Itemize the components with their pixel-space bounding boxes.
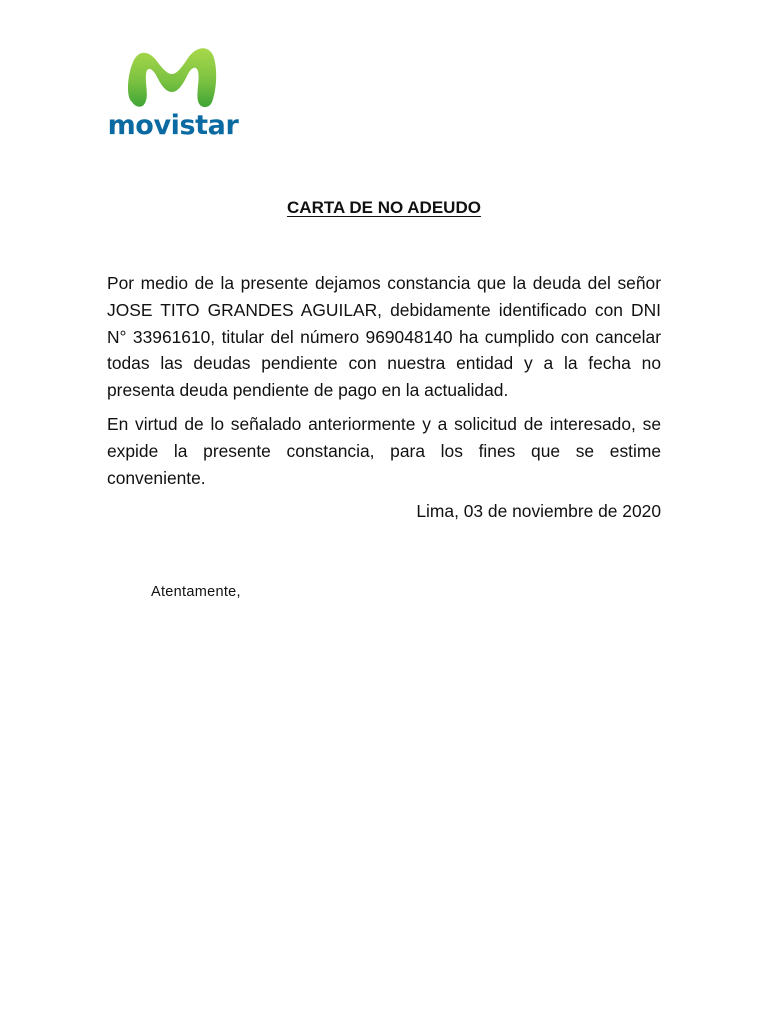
movistar-logo — [106, 40, 240, 144]
letter-paragraph-1: Por medio de la presente dejamos constancia que la deuda del señor JOSE TITO GRANDES AGUILAR, debidamente identificado con DNI N° 33961610, titular del número 969048140 ha cumplido con cancelar todas las deudas pendiente con nuestra entidad y a la fecha no presenta deuda pendiente de pago en la actualidad. — [107, 273, 661, 401]
letter-title: CARTA DE NO ADEUDO — [287, 198, 481, 217]
letter-body — [107, 270, 661, 525]
letter-closing: Atentamente, — [151, 584, 241, 600]
movistar-m-icon — [106, 40, 240, 112]
letter-paragraph-2: En virtud de lo señalado anteriormente y a solicitud de interesado, se expide la presente constancia, para los fines que se estime conveniente. — [107, 413, 661, 488]
movistar-wordmark: movistar — [107, 110, 239, 141]
letter-date: Lima, 03 de noviembre de 2020 — [416, 501, 661, 522]
